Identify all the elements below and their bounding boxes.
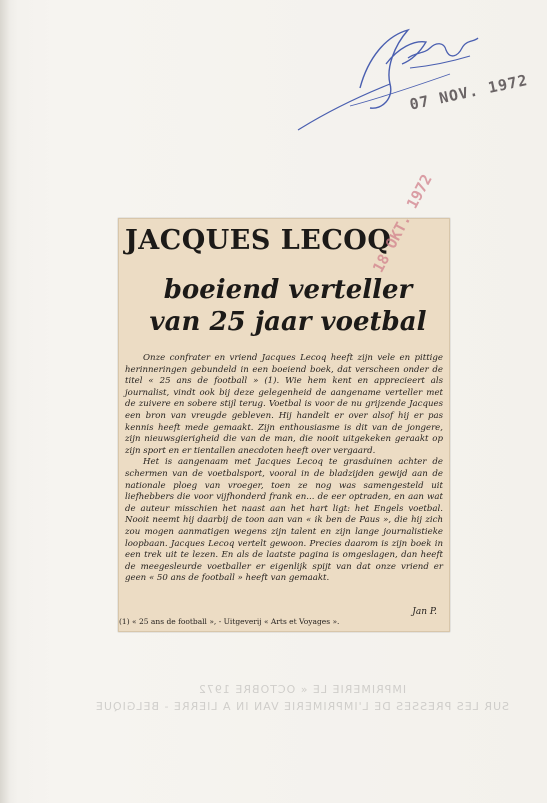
- show-through-text-line-2: SUR LES PRESSES DE L'IMPRIMERIE VAN IN A LIERRE - BELGIQUE: [94, 700, 510, 713]
- clipping-body: [125, 353, 443, 585]
- clipping-byline: Jan P.: [412, 607, 437, 617]
- clipping-date-stamp: 18 OKT. 1972: [369, 171, 436, 276]
- clipping-subhead-line-1: boeiend verteller: [163, 275, 413, 305]
- signature: [290, 18, 490, 148]
- received-date-stamp: 07 NOV. 1972: [408, 70, 530, 114]
- clipping-headline: JACQUES LECOQ: [125, 225, 392, 256]
- page-binding-edge: [0, 0, 10, 803]
- newspaper-clipping: [118, 171, 450, 632]
- clipping-paragraph-1: Onze confrater en vriend Jacques Lecoq heeft zijn vele en pittige herinneringen gebundeld in een boeiend boek, dat verscheen onder de titel « 25 ans de football » (1). Wie hem kent en apprecieert als journalist, vindt ook bij deze gelegenheid de aangename verteller met de zuivere en sobere stijl terug. Voetbal is voor de nu grijzende Jacques een bron van vreugde gebleven. Hij handelt er over alsof hij er pas kennis heeft mede gemaakt. Zijn enthousiasme is dit van de jongere, zijn nieuwsgierigheid die van de man, die nooit uitgekeken geraakt op zijn sport en er tientallen anecdoten heeft over vergaard.: [125, 353, 443, 456]
- show-through-text-line-1: IMPRIMERIE LE « OCTOBRE 1972: [197, 683, 407, 696]
- clipping-subhead-line-2: van 25 jaar voetbal: [149, 307, 427, 337]
- clipping-footnote: (1) « 25 ans de football », - Uitgeverij « Arts et Voyages ».: [119, 617, 340, 626]
- clipping-paragraph-2: Het is aangenaam met Jacques Lecoq te grasduinen achter de schermen van de voetbalsport, vooral in de bladzijden gewijd aan de nationale ploeg van vroeger, toen ze nog was samengesteld uit liefhebbers die voor vijfhonderd frank en... de eer optraden, en aan wat de auteur misschien het naast aan het hart ligt: het Engels voetbal. Nooit neemt hij daarbij de toon aan van « ik ben de Paus », die hij zich zou mogen aanmatigen wegens zijn talent en zijn lange journalistieke loopbaan. Jacques Lecoq vertelt gewoon. Precies daarom is zijn boek in een trek uit te lezen. En als de laatste pagina is omgeslagen, dan heeft de meegesleurde voetballer er eigenlijk spijt van dat onze vriend er geen « 50 ans de football » heeft van gemaakt.: [125, 457, 443, 584]
